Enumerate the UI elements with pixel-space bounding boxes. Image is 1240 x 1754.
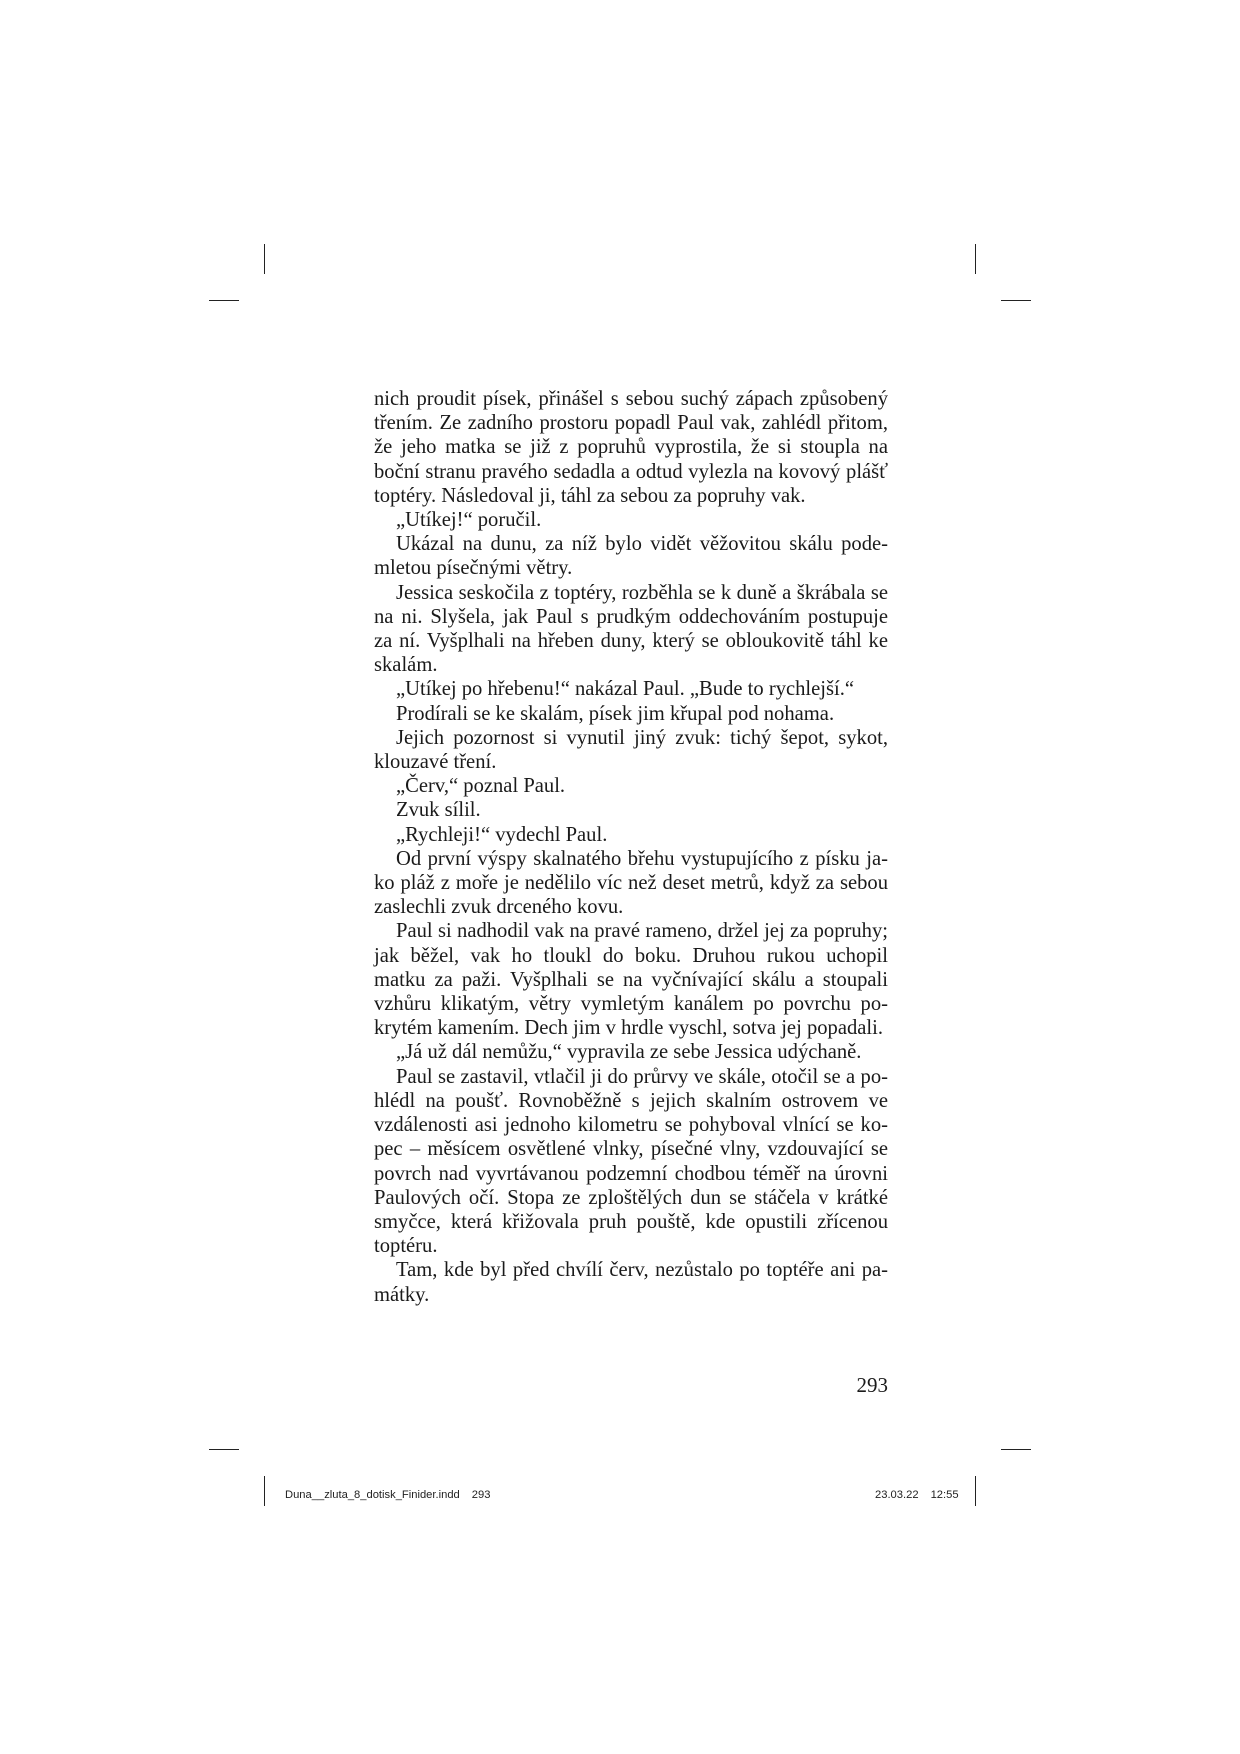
crop-mark-bottom-right-horizontal	[1001, 1449, 1031, 1450]
paragraph: Tam, kde byl před chvílí červ, nezůstalo po toptéře ani památky.	[374, 1259, 888, 1306]
paragraph: Od první výspy skalnatého břehu vystupujícího z písku jako pláž z moře je nedělilo víc než deset metrů, když za sebou zaslechli zvuk drceného kovu.	[374, 847, 888, 919]
paragraph: „Rychleji!“ vydechl Paul.	[396, 823, 608, 846]
crop-mark-top-right-horizontal	[1001, 300, 1031, 301]
crop-mark-top-right-vertical	[975, 244, 976, 274]
slug-date: 23.03.22	[875, 1489, 919, 1501]
paragraph: Paul se zastavil, vtlačil ji do průrvy ve skále, otočil se a pohlédl na poušť. Rovnoběžně s jejich skalním ostrovem ve vzdálenosti asi jednoho kilometru se pohyboval vlnící se kopec – měsícem osvětlené vlnky, písečné vlny, vzdouvající se povrch nad vyvrtávanou podzemní chodbou téměř na úrovni Paulových očí. Stopa ze zploštělých dun se stáčela v krátké smyčce, která křižovala pruh pouště, kde opustili zřícenou toptéru.	[374, 1065, 888, 1258]
crop-mark-bottom-left-horizontal	[209, 1449, 239, 1450]
body-text	[374, 387, 888, 1307]
slug-page: 293	[471, 1489, 491, 1501]
slug-filename: Duna__zluta_8_dotisk_Finider.indd	[285, 1489, 460, 1501]
paragraph: „Červ,“ poznal Paul.	[396, 775, 566, 798]
paragraph: Prodírali se ke skalám, písek jim křupal pod nohama.	[396, 702, 835, 725]
page-number: 293	[856, 1373, 888, 1397]
slug-file-info	[285, 1488, 490, 1502]
paragraph: nich proudit písek, přinášel s sebou suchý zápach způsobený třením. Ze zadního prostoru popadl Paul vak, zahlédl přitom, že jeho matka se již z popruhů vyprostila, že si stoupla na boční stranu pravého sedadla a odtud vylezla na kovový plášť toptéry. Následoval ji, táhl za sebou za popruhy vak.	[374, 388, 888, 507]
paragraph: Paul si nadhodil vak na pravé rameno, držel jej za popruhy; jak běžel, vak ho tloukl do boku. Druhou rukou uchopil matku za paži. Vyšplhali se na vyčnívající skálu a stoupali vzhůru klikatým, větry vymletým kanálem po povrchu pokrytém kamením. Dech jim v hrdle vyschl, sotva jej popadali.	[374, 920, 888, 1040]
slug-timestamp	[875, 1488, 959, 1502]
crop-mark-bottom-left-vertical	[264, 1476, 265, 1506]
paragraph: „Já už dál nemůžu,“ vypravila ze sebe Jessica udýchaně.	[396, 1041, 862, 1064]
crop-mark-top-left-horizontal	[209, 300, 239, 301]
paragraph: „Utíkej!“ poručil.	[396, 509, 542, 532]
paragraph: Zvuk sílil.	[396, 799, 481, 822]
paragraph: Jejich pozornost si vynutil jiný zvuk: tichý šepot, sykot, klouzavé tření.	[374, 726, 888, 774]
paragraph: „Utíkej po hřebenu!“ nakázal Paul. „Bude to rychlejší.“	[396, 678, 855, 701]
paragraph: Jessica seskočila z toptéry, rozběhla se k duně a škrábala se na ni. Slyšela, jak Paul s prudkým oddechováním postupuje za ní. Vyšplhali na hřeben duny, který se obloukovitě táhl ke skalám.	[374, 581, 888, 677]
paragraph: Ukázal na dunu, za níž bylo vidět věžovitou skálu podemletou písečnými větry.	[374, 533, 888, 580]
slug-time: 12:55	[930, 1489, 959, 1501]
crop-mark-bottom-right-vertical	[975, 1476, 976, 1506]
crop-mark-top-left-vertical	[264, 244, 265, 274]
